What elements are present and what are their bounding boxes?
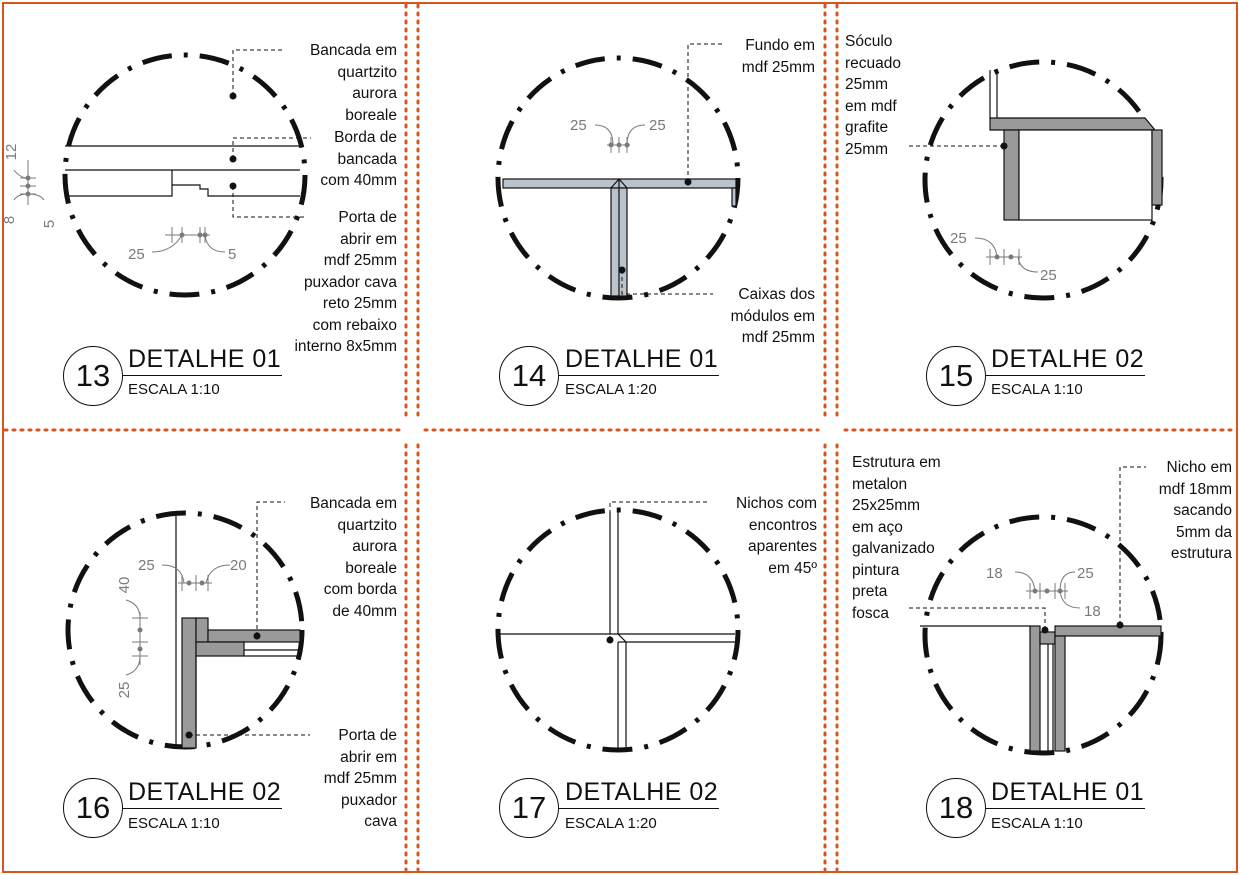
detail-15-drawing (990, 70, 1162, 220)
detail-13-drawing (65, 146, 300, 196)
detail-14-drawing (503, 179, 736, 296)
detail-16-title-underline (122, 808, 282, 809)
detail-14-scale: ESCALA 1:20 (565, 381, 657, 398)
detail-18-scale: ESCALA 1:10 (991, 815, 1083, 832)
detail-15-note-plinth: Sóculo recuado 25mm em mdf grafite 25mm (845, 33, 902, 158)
detail-18-dimensions (1015, 572, 1080, 608)
detail-17-leader-dots (607, 637, 614, 644)
detail-15-number: 15 (926, 346, 986, 406)
detail-18-title: DETALHE 01 (991, 778, 1145, 806)
dim-13-12: 12 (3, 143, 20, 161)
detail-13-title: DETALHE 01 (128, 345, 282, 373)
detail-16-title: DETALHE 02 (128, 778, 282, 806)
detail-13-title-underline (122, 375, 282, 376)
detail-13-note-edge: Borda de bancada com 40mm (320, 129, 397, 189)
detail-18-drawing (920, 626, 1161, 751)
detail-18-note-niche: Nicho em mdf 18mm sacando 5mm da estrutura (1158, 459, 1232, 562)
dim-13-5: 5 (41, 219, 58, 229)
detail-13-note-door: Porta de abrir em mdf 25mm puxador cava reto 25mm com rebaixo interno 8x5mm (294, 209, 397, 355)
detail-14-title: DETALHE 01 (565, 345, 719, 373)
dim-18-25: 25 (1077, 565, 1094, 582)
detail-14-note-back: Fundo em mdf 25mm (741, 37, 815, 76)
detail-14-number: 14 (499, 346, 559, 406)
detail-17-note-niches: Nichos com encontros aparentes em 45º (736, 495, 817, 577)
detail-18-number: 18 (926, 778, 986, 838)
detail-15-scale: ESCALA 1:10 (991, 381, 1083, 398)
dim-13-5b: 5 (228, 246, 237, 263)
dim-14-right: 25 (649, 117, 666, 134)
detail-16-number: 16 (63, 778, 123, 838)
detail-18-note-structure: Estrutura em metalon 25x25mm em aço galvanizado pintura preta fosca (852, 454, 941, 622)
detail-14-leader-dots (619, 179, 692, 274)
dim-15-right: 25 (1040, 267, 1057, 284)
detail-15-dimensions (975, 238, 1038, 272)
dim-14-left: 25 (570, 117, 587, 134)
detail-15-leader-dots (1001, 143, 1008, 150)
detail-14-note-boxes: Caixas dos módulos em mdf 25mm (730, 286, 815, 346)
dim-18-18b: 18 (1084, 603, 1101, 620)
detail-13-number: 13 (63, 346, 123, 406)
detail-16-note-countertop: Bancada em quartzito aurora boreale com borda de 40mm (309, 495, 397, 620)
detail-16-note-door: Porta de abrir em mdf 25mm puxador cava (323, 727, 397, 830)
detail-16-scale: ESCALA 1:10 (128, 815, 220, 832)
detail-17-scale: ESCALA 1:20 (565, 815, 657, 832)
dim-15-left: 25 (950, 230, 967, 247)
dim-13-8: 8 (1, 215, 18, 225)
dim-16-25: 25 (138, 557, 155, 574)
detail-15-title-underline (985, 375, 1145, 376)
detail-16-dimensions (126, 565, 230, 675)
dim-13-25: 25 (128, 246, 145, 263)
dim-16-20: 20 (230, 557, 247, 574)
detail-17-title-underline (559, 808, 719, 809)
detail-17-number: 17 (499, 778, 559, 838)
detail-17-title: DETALHE 02 (565, 778, 719, 806)
dim-18-18a: 18 (986, 565, 1003, 582)
dim-16-25v: 25 (116, 681, 133, 699)
detail-13-note-countertop: Bancada em quartzito aurora boreale (309, 42, 397, 124)
dim-16-40: 40 (116, 576, 133, 594)
detail-13-dimensions (14, 160, 225, 252)
detail-14-title-underline (559, 375, 719, 376)
detail-14-dimensions (595, 125, 645, 153)
detail-15-title: DETALHE 02 (991, 345, 1145, 373)
detail-13-scale: ESCALA 1:10 (128, 381, 220, 398)
detail-18-title-underline (985, 808, 1145, 809)
